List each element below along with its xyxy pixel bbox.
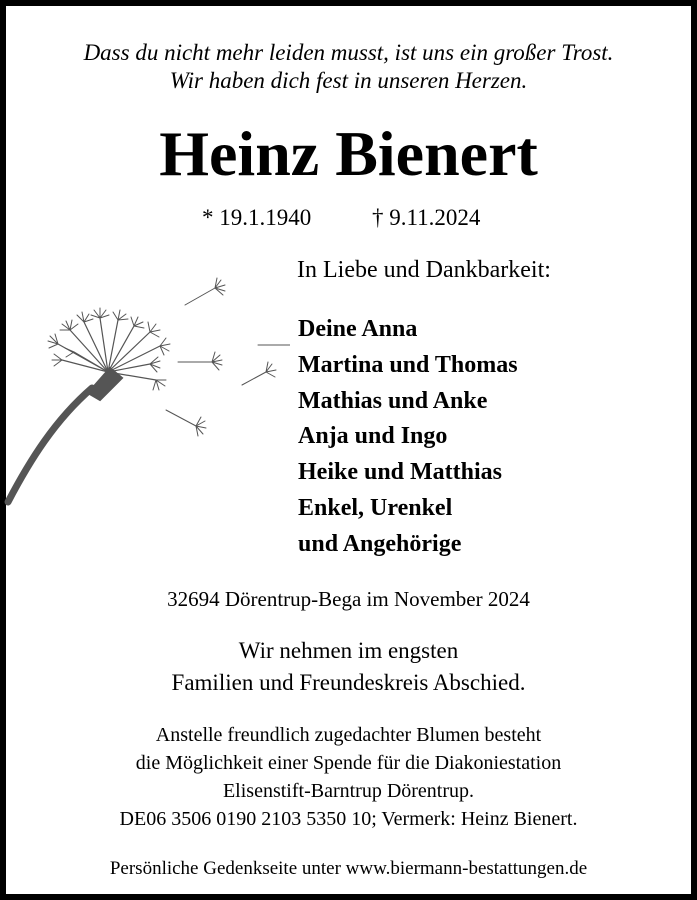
dandelion-illustration: [0, 260, 290, 510]
death-date: † 9.11.2024: [372, 205, 481, 230]
farewell-line-1: Wir nehmen im engsten: [238, 638, 459, 663]
birth-date: * 19.1.1940: [202, 205, 312, 230]
deceased-name: Heinz Bienert: [159, 118, 538, 189]
donation-iban-line: DE06 3506 0190 2103 5350 10; Vermerk: Heinz Bienert.: [119, 808, 578, 830]
farewell-line-2: Familien und Freundeskreis Abschied.: [171, 670, 526, 695]
place-and-date: 32694 Dörentrup-Bega im November 2024: [167, 587, 530, 611]
mourner-entry: und Angehörige: [298, 530, 462, 557]
mourner-entry: Anja und Ingo: [298, 423, 448, 450]
mourner-list: [298, 312, 518, 563]
mourner-entry: Enkel, Urenkel: [298, 494, 453, 521]
donation-line-1: Anstelle freundlich zugedachter Blumen besteht: [155, 724, 542, 746]
mourner-entry: Deine Anna: [298, 316, 418, 342]
thanks-heading: In Liebe und Dankbarkeit:: [297, 257, 551, 283]
donation-line-3: Elisenstift-Barntrup Dörentrup.: [222, 780, 475, 802]
quote-line-1: Dass du nicht mehr leiden musst, ist uns ein großer Trost.: [83, 40, 614, 65]
mourner-entry: Martina und Thomas: [298, 351, 518, 378]
mourner-entry: Mathias und Anke: [298, 387, 488, 414]
memorial-page-link[interactable]: Persönliche Gedenkseite unter www.biermann-bestattungen.de: [109, 858, 588, 879]
donation-line-2: die Möglichkeit einer Spende für die Diakoniestation: [135, 752, 562, 774]
quote-line-2: Wir haben dich fest in unseren Herzen.: [169, 68, 528, 93]
mourner-entry: Heike und Matthias: [298, 459, 503, 486]
